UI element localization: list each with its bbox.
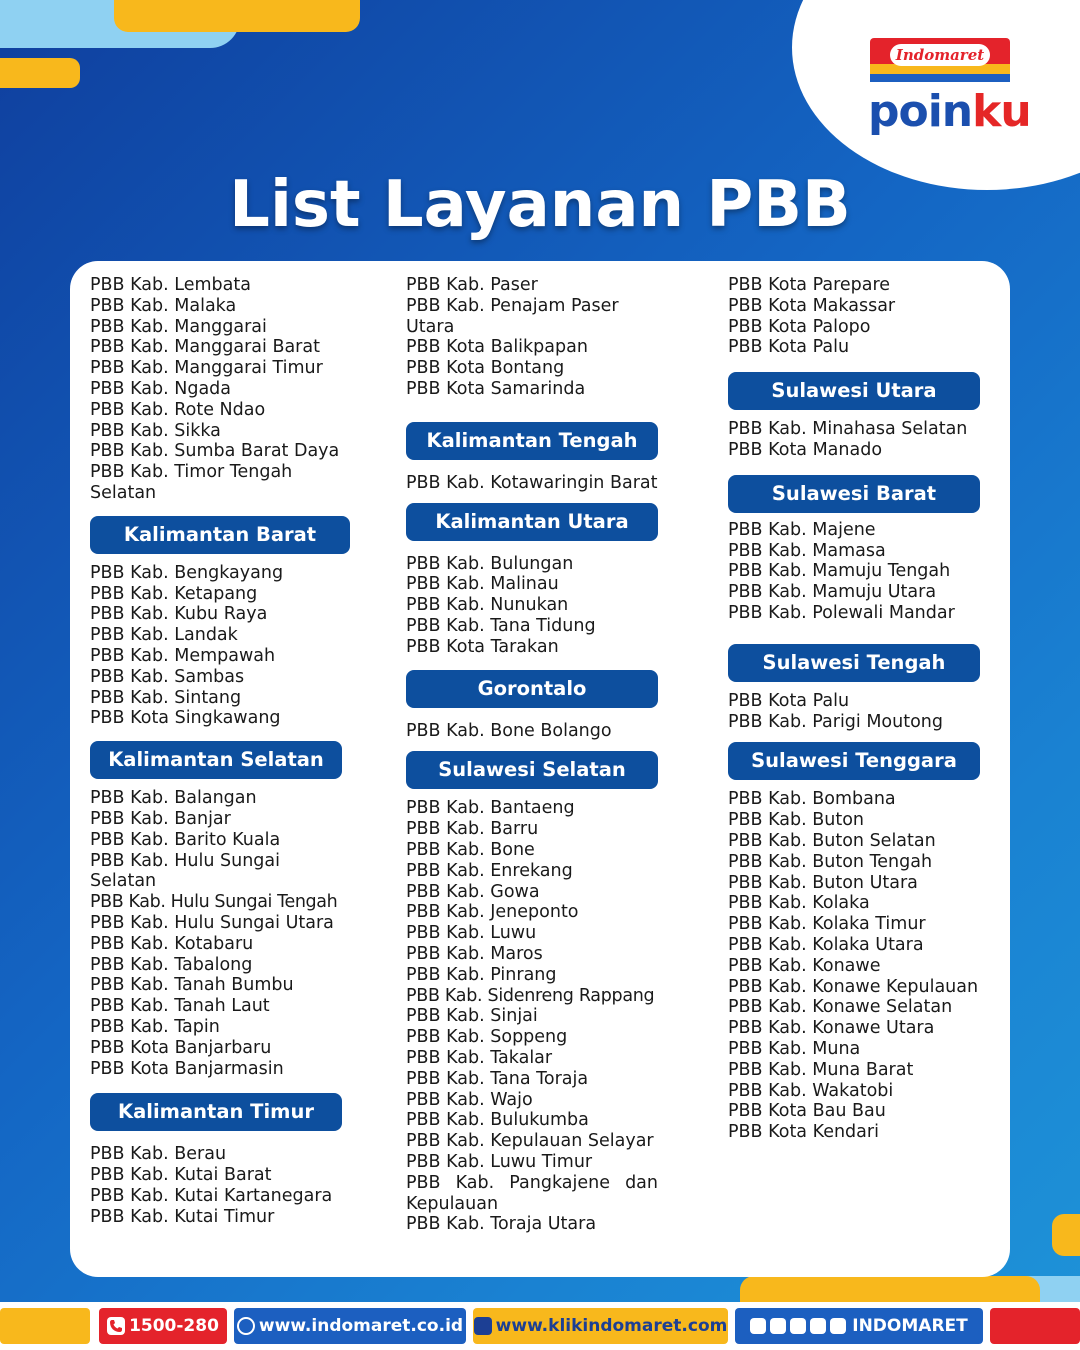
list-item: PBB Kab. Sidenreng Rappang xyxy=(406,985,655,1006)
list-item: PBB Kab. Tapin xyxy=(90,1016,220,1037)
list-item: PBB Kab. Mamuju Tengah xyxy=(728,561,951,582)
list-item: PBB Kab. Tabalong xyxy=(90,954,253,975)
deco-yellow-small xyxy=(0,58,80,88)
list-item: PBB Kab. Balangan xyxy=(90,788,257,809)
region-header-kalimantan-utara: Kalimantan Utara xyxy=(406,503,658,541)
list-item: PBB Kab. Kutai Barat xyxy=(90,1165,272,1186)
list-item: PBB Kab. Nunukan xyxy=(406,595,569,616)
list-item: PBB Kab. Konawe Kepulauan xyxy=(728,976,979,997)
list-item: PBB Kab. Rote Ndao xyxy=(90,399,266,420)
list-item: PBB Kab. Konawe Utara xyxy=(728,1018,935,1039)
list-item: PBB Kab. Bengkayang xyxy=(90,562,284,583)
list-item: PBB Kab. Ketapang xyxy=(90,583,258,604)
list-item: PBB Kab. Kolaka xyxy=(728,893,870,914)
list-item: PBB Kab. Luwu xyxy=(406,923,537,944)
list-item: PBB Kab. Kotawaringin Barat xyxy=(406,472,658,493)
klikindomaret-link[interactable] xyxy=(473,1308,728,1344)
list-item: PBB Kab. Banjar xyxy=(90,808,231,829)
list-item: PBB Kab. Buton Tengah xyxy=(728,851,933,872)
region-header-sulawesi-utara: Sulawesi Utara xyxy=(728,372,980,410)
list-item: PBB Kab. Sambas xyxy=(90,666,245,687)
phone-contact[interactable] xyxy=(99,1308,227,1344)
list-item: PBB Kab. Polewali Mandar xyxy=(728,602,955,623)
list-item: PBB Kab. Mempawah xyxy=(90,645,276,666)
list-item: PBB Kota Banjarbaru xyxy=(90,1037,272,1058)
instagram-icon[interactable] xyxy=(790,1318,806,1334)
list-item: PBB Kab. Pangkajene dan Kepulauan xyxy=(406,1172,658,1214)
list-item: PBB Kab. Bone xyxy=(406,839,535,860)
list-item: PBB Kota Palu xyxy=(728,690,850,711)
list-item: PBB Kab. Sintang xyxy=(90,687,242,708)
list-item: PBB Kota Manado xyxy=(728,439,883,460)
list-item: PBB Kota Kendari xyxy=(728,1122,879,1143)
region-header-kalimantan-barat: Kalimantan Barat xyxy=(90,516,350,554)
poinku-logo-main: poin xyxy=(868,86,973,137)
list-item: PBB Kab. Mamasa xyxy=(728,540,886,561)
list-item: PBB Kab. Tanah Laut xyxy=(90,996,270,1017)
list-item: PBB Kab. Tana Tidung xyxy=(406,615,596,636)
list-item: PBB Kab. Timor Tengah Selatan xyxy=(90,462,293,503)
list-item: PBB Kab. Kubu Raya xyxy=(90,604,268,625)
service-list-card xyxy=(70,261,1010,1277)
list-item: PBB Kab. Landak xyxy=(90,625,238,646)
list-item: PBB Kota Banjarmasin xyxy=(90,1058,284,1079)
list-item: PBB Kab. Hulu Sungai Utara xyxy=(90,912,334,933)
column-1 xyxy=(90,275,350,1227)
list-item: PBB Kota Palopo xyxy=(728,316,871,337)
list-item: PBB Kab. Kotabaru xyxy=(90,933,254,954)
facebook-icon[interactable] xyxy=(750,1318,766,1334)
phone-icon xyxy=(107,1317,125,1335)
poinku-logo xyxy=(868,86,1031,137)
list-item: PBB Kab. Buton Selatan xyxy=(728,830,936,851)
list-item: PBB Kab. Penajam Paser Utara xyxy=(406,295,619,337)
klikindomaret-url: www.klikindomaret.com xyxy=(495,1316,728,1336)
list-item: PBB Kab. Barito Kuala xyxy=(90,829,281,850)
tiktok-icon[interactable] xyxy=(830,1318,846,1334)
region-header-kalimantan-timur: Kalimantan Timur xyxy=(90,1093,342,1131)
list-item: PBB Kab. Bone Bolango xyxy=(406,720,612,741)
list-item: PBB Kab. Kolaka Utara xyxy=(728,934,924,955)
list-item: PBB Kab. Berau xyxy=(90,1144,227,1165)
social-media-links[interactable] xyxy=(735,1308,983,1344)
list-item: PBB Kab. Maros xyxy=(406,943,543,964)
list-item: PBB Kab. Manggarai Barat xyxy=(90,337,320,358)
phone-number: 1500-280 xyxy=(129,1316,219,1336)
list-item: PBB Kab. Soppeng xyxy=(406,1027,568,1048)
x-twitter-icon[interactable] xyxy=(770,1318,786,1334)
list-item: PBB Kab. Hulu Sungai Tengah xyxy=(90,892,338,913)
list-item: PBB Kota Singkawang xyxy=(90,708,281,729)
globe-icon xyxy=(237,1317,255,1335)
region-header-gorontalo: Gorontalo xyxy=(406,670,658,708)
list-item: PBB Kab. Kutai Timur xyxy=(90,1206,275,1227)
list-item: PBB Kota Makassar xyxy=(728,295,896,316)
list-item: PBB Kab. Luwu Timur xyxy=(406,1151,593,1172)
list-item: PBB Kab. Manggarai xyxy=(90,316,267,337)
list-item: PBB Kab. Pinrang xyxy=(406,964,557,985)
website-link[interactable] xyxy=(234,1308,466,1344)
list-item: PBB Kab. Hulu Sungai Selatan xyxy=(90,850,281,892)
list-item: PBB Kab. Sikka xyxy=(90,420,221,441)
deco-bottom-yellow xyxy=(740,1276,1040,1304)
page-title: List Layanan PBB xyxy=(229,168,851,242)
list-item: PBB Kota Palu xyxy=(728,337,850,358)
region-header-sulawesi-barat: Sulawesi Barat xyxy=(728,475,980,513)
region-header-kalimantan-selatan: Kalimantan Selatan xyxy=(90,741,342,779)
list-item: PBB Kab. Wakatobi xyxy=(728,1080,894,1101)
list-item: PBB Kab. Bulungan xyxy=(406,553,574,574)
list-item: PBB Kab. Takalar xyxy=(406,1047,553,1068)
column-2 xyxy=(406,275,658,1235)
list-item: PBB Kab. Lembata xyxy=(90,275,251,295)
list-item: PBB Kota Tarakan xyxy=(406,636,559,657)
region-header-kalimantan-tengah: Kalimantan Tengah xyxy=(406,422,658,460)
list-item: PBB Kab. Muna Barat xyxy=(728,1059,914,1080)
list-item: PBB Kab. Sinjai xyxy=(406,1006,538,1027)
indomaret-logo-text: Indomaret xyxy=(895,46,985,64)
list-item: PBB Kab. Parigi Moutong xyxy=(728,711,943,732)
social-handle: INDOMARET xyxy=(852,1316,968,1336)
list-item: PBB Kota Parepare xyxy=(728,275,891,295)
list-item: PBB Kab. Bulukumba xyxy=(406,1110,589,1131)
list-item: PBB Kab. Jeneponto xyxy=(406,902,579,923)
list-item: PBB Kab. Bantaeng xyxy=(406,798,575,819)
list-item: PBB Kab. Manggarai Timur xyxy=(90,358,323,379)
list-item: PBB Kab. Barru xyxy=(406,819,539,840)
list-item: PBB Kab. Konawe xyxy=(728,955,881,976)
region-header-sulawesi-tengah: Sulawesi Tengah xyxy=(728,644,980,682)
list-item: PBB Kab. Buton xyxy=(728,810,865,831)
list-item: PBB Kab. Buton Utara xyxy=(728,872,918,893)
list-item: PBB Kab. Majene xyxy=(728,519,876,540)
list-item: PBB Kab. Tana Toraja xyxy=(406,1068,589,1089)
list-item: PBB Kab. Toraja Utara xyxy=(406,1214,597,1235)
youtube-icon[interactable] xyxy=(810,1318,826,1334)
list-item: PBB Kab. Kepulauan Selayar xyxy=(406,1131,654,1152)
poinku-logo-accent: ku xyxy=(972,86,1031,137)
list-item: PBB Kota Balikpapan xyxy=(406,337,588,358)
klikindomaret-icon xyxy=(474,1317,492,1335)
list-item: PBB Kab. Muna xyxy=(728,1038,861,1059)
list-item: PBB Kab. Kutai Kartanegara xyxy=(90,1185,333,1206)
list-item: PBB Kab. Mamuju Utara xyxy=(728,582,937,603)
list-item: PBB Kab. Paser xyxy=(406,275,538,295)
website-url: www.indomaret.co.id xyxy=(258,1316,464,1336)
list-item: PBB Kab. Gowa xyxy=(406,881,540,902)
list-item: PBB Kota Bau Bau xyxy=(728,1101,886,1122)
list-item: PBB Kab. Tanah Bumbu xyxy=(90,975,294,996)
list-item: PBB Kota Samarinda xyxy=(406,378,586,399)
list-item: PBB Kab. Bombana xyxy=(728,789,896,810)
deco-bottom-right-yellow xyxy=(1052,1214,1080,1256)
list-item: PBB Kab. Malaka xyxy=(90,295,237,316)
list-item: PBB Kab. Minahasa Selatan xyxy=(728,419,968,440)
list-item: PBB Kota Bontang xyxy=(406,358,565,379)
deco-yellow-bar xyxy=(114,0,360,32)
region-header-sulawesi-selatan: Sulawesi Selatan xyxy=(406,751,658,789)
list-item: PBB Kab. Sumba Barat Daya xyxy=(90,441,340,462)
list-item: PBB Kab. Ngada xyxy=(90,378,232,399)
column-3 xyxy=(728,275,980,1143)
footer-accent-left xyxy=(0,1308,90,1344)
list-item: PBB Kab. Wajo xyxy=(406,1089,533,1110)
list-item: PBB Kab. Kolaka Timur xyxy=(728,914,926,935)
list-item: PBB Kab. Malinau xyxy=(406,574,559,595)
region-header-sulawesi-tenggara: Sulawesi Tenggara xyxy=(728,742,980,780)
list-item: PBB Kab. Konawe Selatan xyxy=(728,997,953,1018)
list-item: PBB Kab. Enrekang xyxy=(406,860,573,881)
footer-accent-right xyxy=(990,1308,1080,1344)
